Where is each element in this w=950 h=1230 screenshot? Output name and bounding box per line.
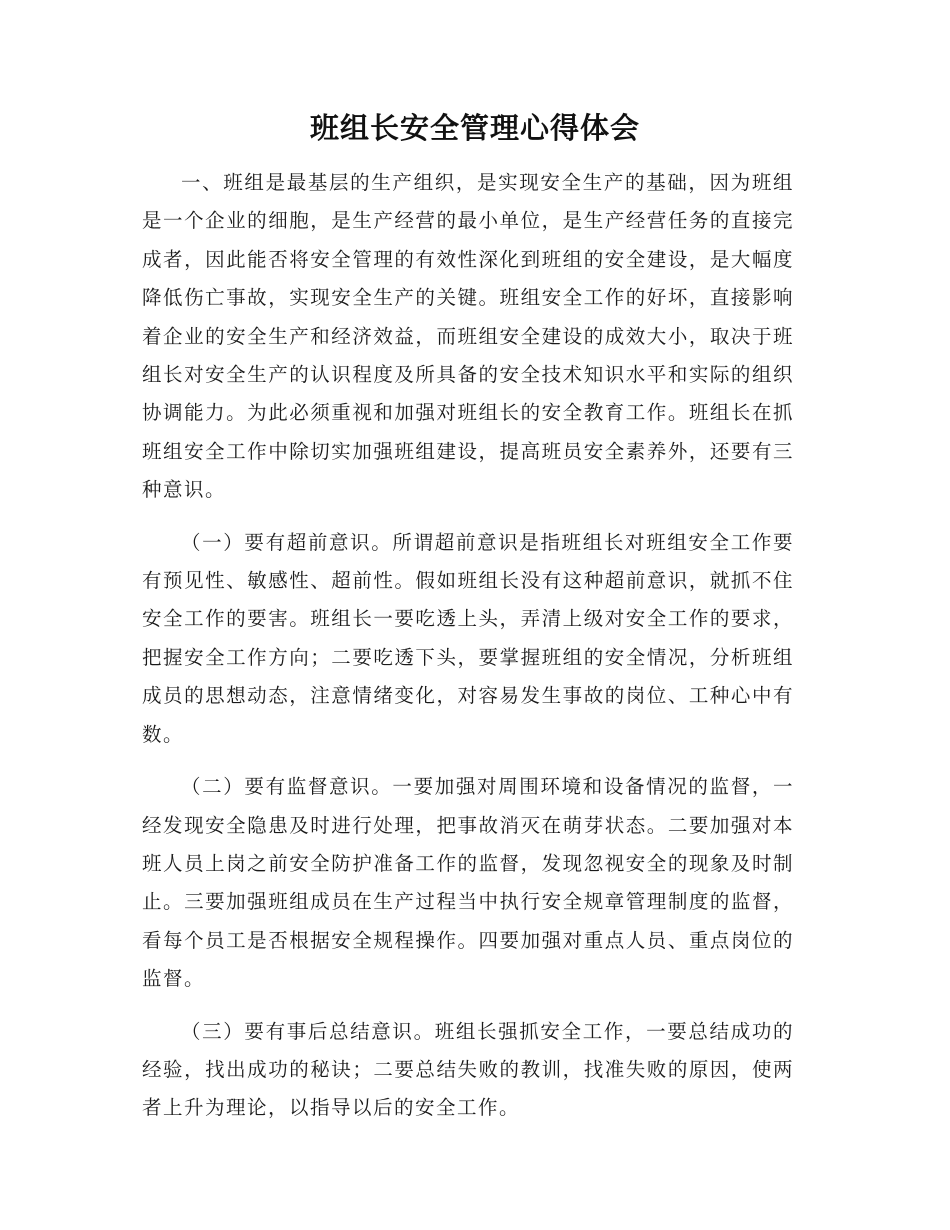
document-body — [142, 164, 794, 1142]
document-title: 班组长安全管理心得体会 — [309, 111, 640, 145]
paragraph-supervision: （二）要有监督意识。一要加强对周围环境和设备情况的监督，一经发现安全隐患及时进行处理，把事故消灭在萌芽状态。二要加强对本班人员上岗之前安全防护准备工作的监督，发现忽视安全的现象及时制止。三要加强班组成员在生产过程当中执行安全规章管理制度的监督，看每个员工是否根据安全规程操作。四要加强对重点人员、重点岗位的监督。 — [142, 775, 794, 991]
paragraph-summary: （三）要有事后总结意识。班组长强抓安全工作，一要总结成功的经验，找出成功的秘诀；二要总结失败的教训，找准失败的原因，使两者上升为理论，以指导以后的安全工作。 — [142, 1019, 794, 1120]
paragraph-intro: 一、班组是最基层的生产组织，是实现安全生产的基础，因为班组是一个企业的细胞，是生产经营的最小单位，是生产经营任务的直接完成者，因此能否将安全管理的有效性深化到班组的安全建设，是大幅度降低伤亡事故，实现安全生产的关键。班组安全工作的好坏，直接影响着企业的安全生产和经济效益，而班组安全建设的成效大小，取决于班组长对安全生产的认识程度及所具备的安全技术知识水平和实际的组织协调能力。为此必须重视和加强对班组长的安全教育工作。班组长在抓班组安全工作中除切实加强班组建设，提高班员安全素养外，还要有三种意识。 — [142, 171, 794, 502]
paragraph-foresight: （一）要有超前意识。所谓超前意识是指班组长对班组安全工作要有预见性、敏感性、超前性。假如班组长没有这种超前意识，就抓不住安全工作的要害。班组长一要吃透上头，弄清上级对安全工作的要求，把握安全工作方向；二要吃透下头，要掌握班组的安全情况，分析班组成员的思想动态，注意情绪变化，对容易发生事故的岗位、工种心中有数。 — [142, 530, 794, 746]
